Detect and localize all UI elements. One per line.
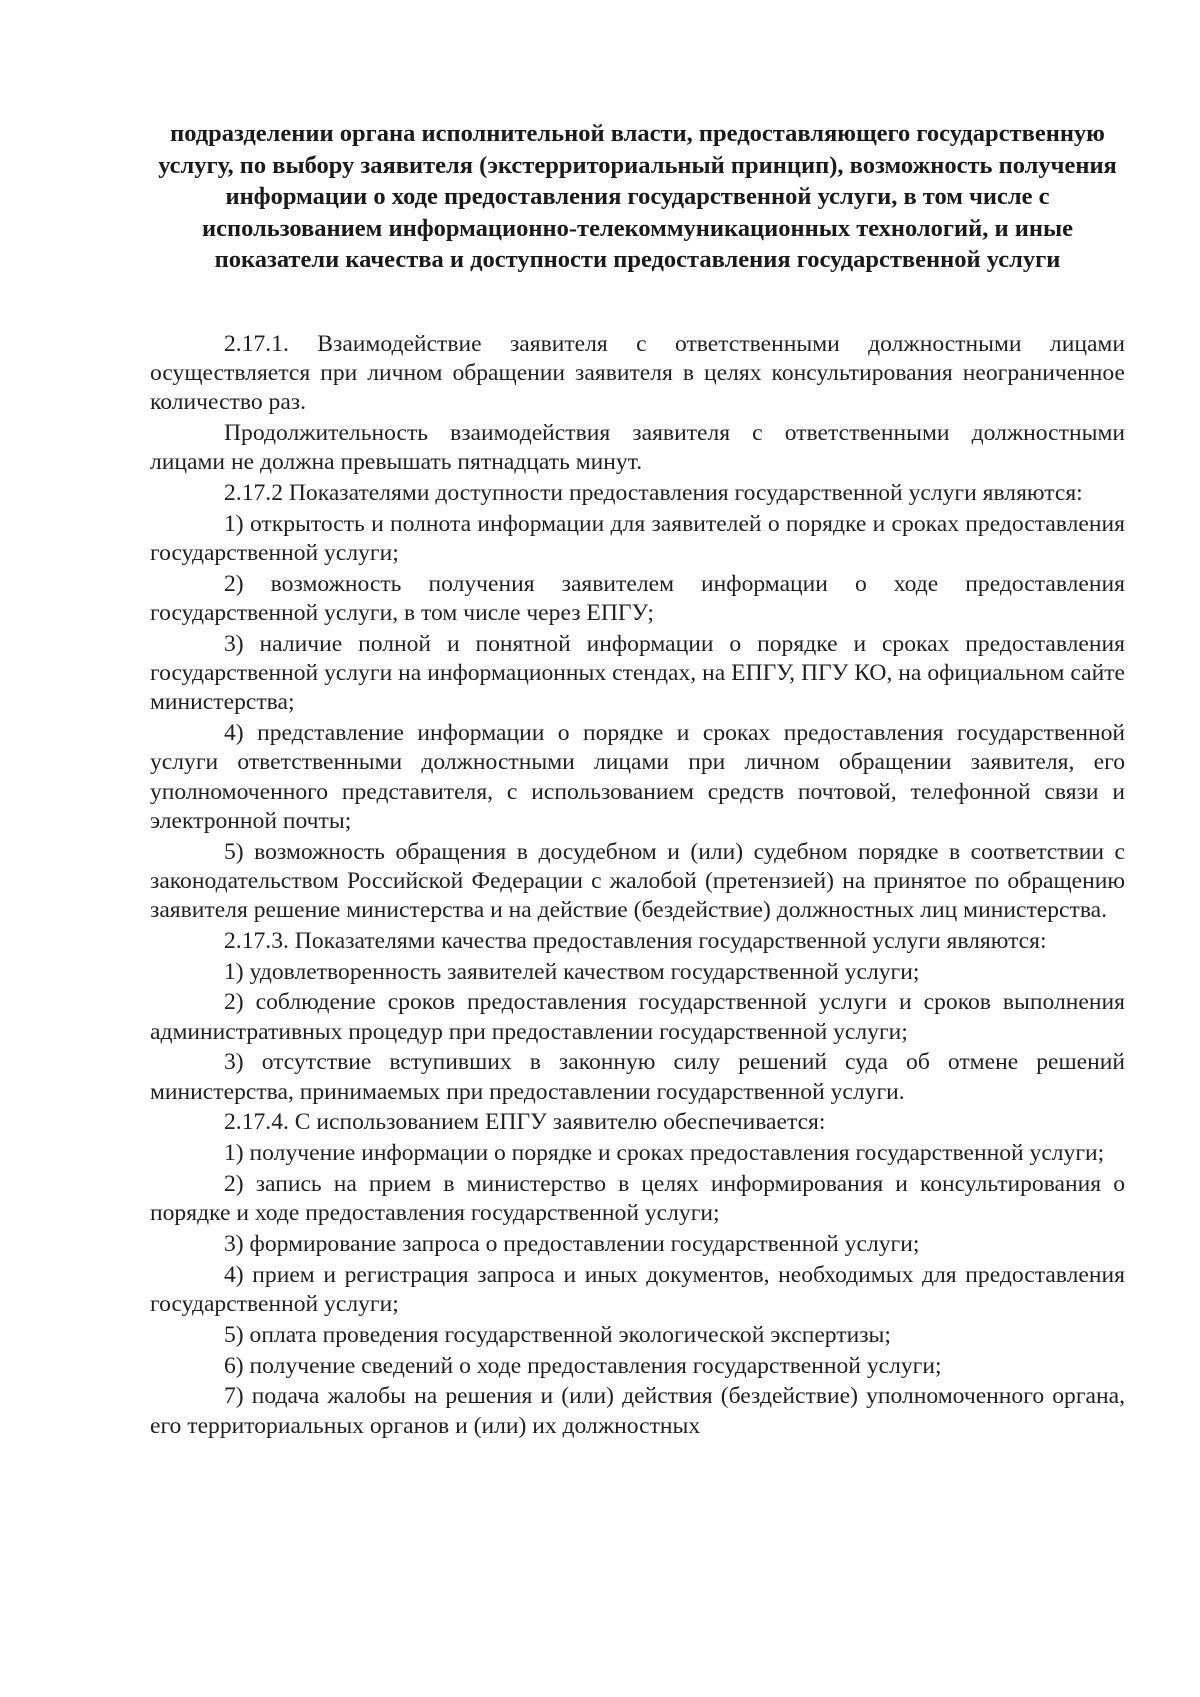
list-item: 2) возможность получения заявителем информации о ходе предоставления государственной услуги, в том числе через ЕПГУ; [150,571,1125,627]
list-item: 5) возможность обращения в досудебном и (или) судебном порядке в соответствии с законодательством Российской Федерации с жалобой (претензией) на принятое по обращению заявителя решение министерства и на действие (бездействие) должностных лиц министерства. [150,838,1125,924]
list-item: 3) наличие полной и понятной информации о порядке и сроках предоставления государственной услуги на информационных стендах, на ЕПГУ, ПГУ КО, на официальном сайте министерства; [150,631,1125,716]
section-heading: подразделении органа исполнительной власти, предоставляющего государственную услугу, по выбору заявителя (экстерриториальный принцип), возможность получения информации о ходе предоставления государственной услуги, в том числе с использованием информационно-телекоммуникационных технологий, и иные показатели качества и доступности предоставления государственной услуги [158,120,1117,273]
paragraph: Продолжительность взаимодействия заявителя с ответственными должностными лицами не должна превышать пятнадцать минут. [150,420,1125,476]
list-item: 1) удовлетворенность заявителей качеством государственной услуги; [224,958,920,985]
list-item: 6) получение сведений о ходе предоставления государственной услуги; [224,1352,942,1379]
paragraph: 2.17.4. С использованием ЕПГУ заявителю обеспечивается: [224,1109,826,1136]
list-item: 3) формирование запроса о предоставлении государственной услуги; [224,1231,920,1257]
list-item: 1) получение информации о порядке и сроках предоставления государственной услуги; [224,1140,1105,1167]
list-item: 2) запись на прием в министерство в целях информирования и консультирования о порядке и ходе предоставления государственной услуги; [150,1171,1125,1227]
paragraph: 2.17.1. Взаимодействие заявителя с ответственными должностными лицами осуществляется при личном обращении заявителя в целях консультирования неограниченное количество раз. [150,331,1125,416]
list-item: 4) представление информации о порядке и сроках предоставления государственной услуги ответственными должностными лицами при личном обращении заявителя, его уполномоченного представителя, с использованием средств почтовой, телефонной связи и электронной почты; [150,720,1125,834]
list-item: 7) подача жалобы на решения и (или) действия (бездействие) уполномоченного органа, его территориальных органов и (или) их должностных [150,1383,1125,1439]
list-item: 5) оплата проведения государственной экологической экспертизы; [224,1321,891,1348]
list-item: 2) соблюдение сроков предоставления государственной услуги и сроков выполнения административных процедур при предоставлении государственной услуги; [150,989,1125,1045]
paragraph: 2.17.2 Показателями доступности предоставления государственной услуги являются: [224,480,1083,507]
list-item: 4) прием и регистрация запроса и иных документов, необходимых для предоставления государственной услуги; [150,1261,1125,1317]
list-item: 1) открытость и полнота информации для заявителей о порядке и сроках предоставления государственной услуги; [150,511,1125,567]
document-body [150,330,1125,1441]
list-item: 3) отсутствие вступивших в законную силу решений суда об отмене решений министерства, принимаемых при предоставлении государственной услуги. [150,1049,1125,1105]
paragraph: 2.17.3. Показателями качества предоставления государственной услуги являются: [224,927,1047,954]
